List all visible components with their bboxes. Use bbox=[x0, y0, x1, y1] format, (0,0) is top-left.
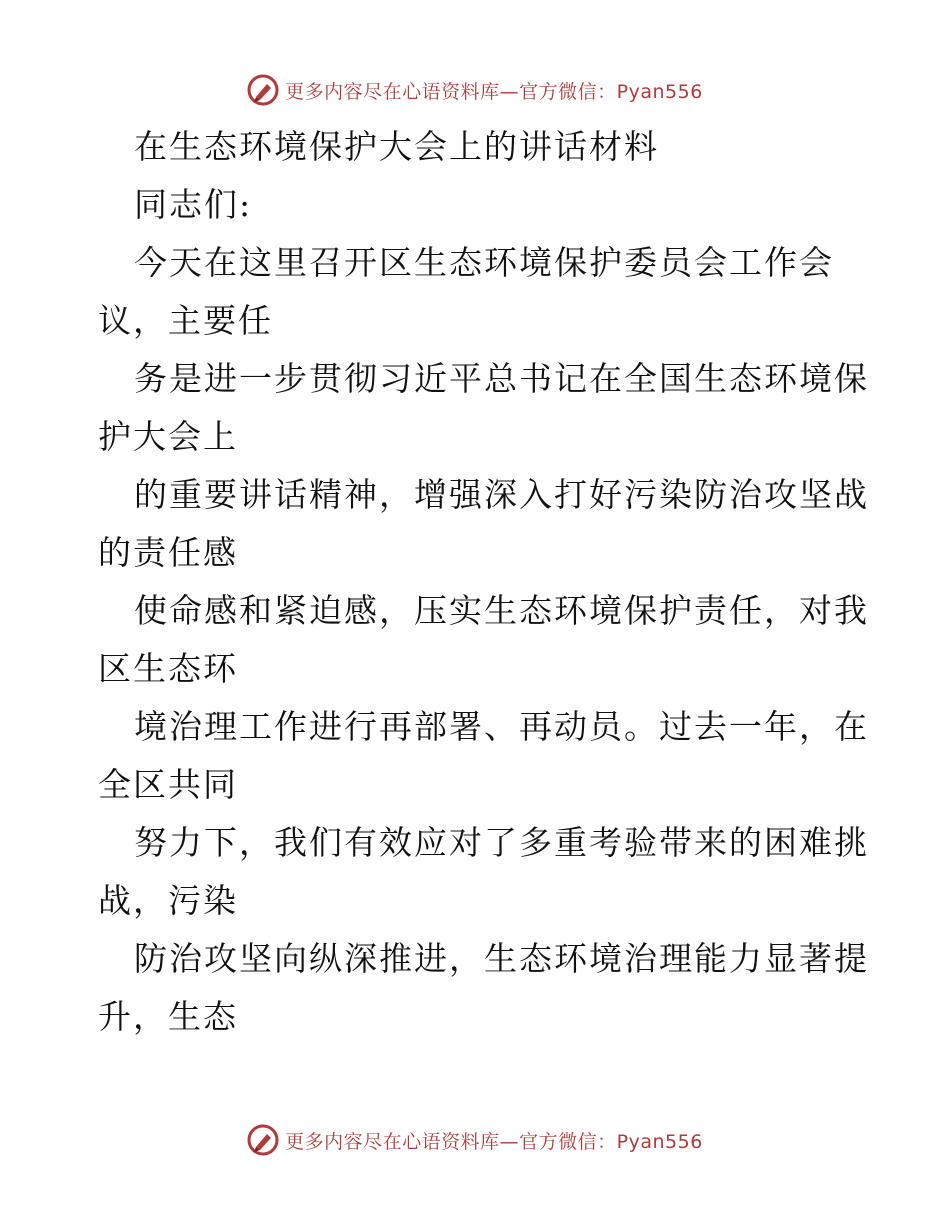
header-banner-text: 更多内容尽在心语资料库—官方微信：Pyan556 bbox=[285, 80, 703, 103]
pen-logo-icon bbox=[247, 1124, 279, 1156]
text-line: 的重要讲话精神，增强深入打好污染防治攻坚战 bbox=[134, 475, 869, 514]
text-line: 议，主要任 bbox=[98, 301, 273, 340]
text-line: 今天在这里召开区生态环境保护委员会工作会 bbox=[134, 243, 834, 282]
salutation: 同志们: bbox=[134, 185, 253, 224]
footer-banner bbox=[0, 1120, 950, 1160]
document-body bbox=[98, 118, 869, 1046]
text-line: 使命感和紧迫感，压实生态环境保护责任，对我 bbox=[134, 591, 869, 630]
text-line: 防治攻坚向纵深推进，生态环境治理能力显著提 bbox=[134, 939, 869, 978]
text-line: 的责任感 bbox=[98, 533, 238, 572]
text-line: 境治理工作进行再部署、再动员。过去一年，在 bbox=[134, 707, 869, 746]
text-line: 全区共同 bbox=[98, 765, 238, 804]
text-line: 努力下，我们有效应对了多重考验带来的困难挑 bbox=[134, 823, 869, 862]
header-banner bbox=[0, 70, 950, 110]
footer-banner-text: 更多内容尽在心语资料库—官方微信：Pyan556 bbox=[285, 1130, 703, 1153]
text-line: 务是进一步贯彻习近平总书记在全国生态环境保 bbox=[134, 359, 869, 398]
text-line: 战，污染 bbox=[98, 881, 238, 920]
text-line: 护大会上 bbox=[98, 417, 238, 456]
text-line: 升，生态 bbox=[98, 997, 238, 1036]
pen-logo-icon bbox=[247, 74, 279, 106]
document-title: 在生态环境保护大会上的讲话材料 bbox=[134, 127, 659, 166]
text-line: 区生态环 bbox=[98, 649, 238, 688]
